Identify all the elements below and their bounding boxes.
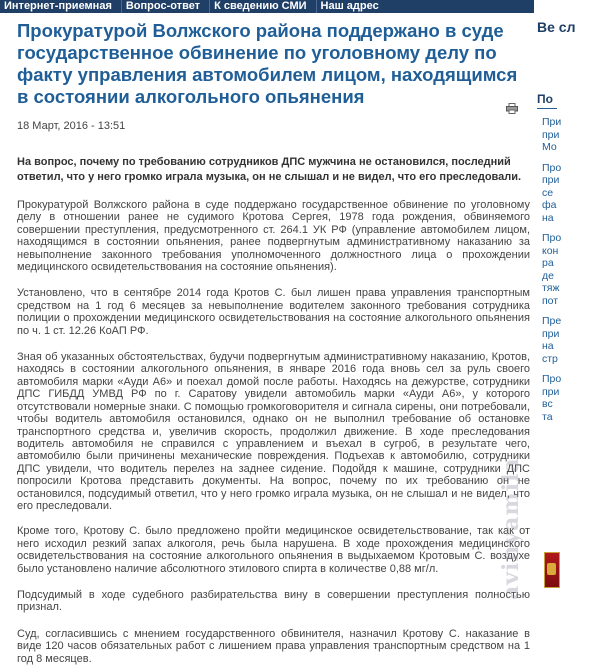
article-paragraph: Кроме того, Кротову С. было предложено пройти медицинское освидетельствование, так как от него исходил резкий запах алкоголя, речь была нарушена. В ходе прохождения медицинского освидетельствования на состояние алкогольного опьянения в выдыхаемом Кротовым С. воздухе было установлено наличие абсолютного этилового спирта в количестве 0,88 мг/л.: [17, 525, 530, 575]
sidebar-news-line[interactable]: При: [542, 116, 562, 128]
sidebar-news-line[interactable]: Пре: [542, 315, 562, 327]
sidebar-news-line[interactable]: Про: [542, 373, 562, 385]
sidebar-header: Ве сл: [537, 19, 576, 35]
article-title: Прокуратурой Волжского района поддержано в суде государственное обвинение по уголовному делу по факту управления автомобилем лицом, находящимся в состоянии алкогольного опьянения: [17, 20, 518, 107]
top-nav: [0, 0, 534, 13]
sidebar-news-line[interactable]: пот: [542, 294, 559, 307]
article-paragraph: Подсудимый в ходе судебного разбирательства вину в совершении преступления полностью признал.: [17, 588, 530, 614]
article: [10, 20, 530, 665]
sidebar-news-line[interactable]: Мо: [542, 141, 557, 153]
sidebar-news-line[interactable]: ра: [542, 257, 554, 269]
sidebar-news-line[interactable]: при: [542, 128, 560, 141]
sidebar-news-line[interactable]: Про: [542, 161, 562, 174]
sidebar-news-line[interactable]: вс: [542, 398, 553, 410]
sidebar-news-item[interactable]: [542, 373, 602, 423]
nav-question-answer[interactable]: Вопрос-ответ: [122, 0, 210, 13]
nav-our-address[interactable]: Наш адрес: [320, 0, 379, 12]
sidebar-section-title: По: [537, 92, 553, 106]
sidebar-news-line[interactable]: фа: [542, 199, 557, 211]
sidebar-news-line[interactable]: де: [542, 269, 554, 282]
emblem-banner[interactable]: [544, 552, 560, 588]
sidebar-news-item[interactable]: [542, 232, 602, 307]
article-paragraph: Суд, согласившись с мнением государственного обвинителя, назначил Кротову С. наказание в виде 120 часов обязательных работ с лишением права управления транспортным средством на 1 год 8 месяцев.: [17, 627, 530, 665]
sidebar-news-item[interactable]: [542, 162, 602, 225]
sidebar-divider: [537, 108, 557, 109]
article-paragraph: Зная об указанных обстоятельствах, будучи подвергнутым административному наказанию, Кротов, находясь в состоянии алкогольного опьянения, в январе 2016 года вновь сел за руль своего автомобиля марки «Ауди А6» и поехал домой после работы. Находясь на дежурстве, сотрудники ДПС ГИБДД УМВД РФ по г. Саратову увидели автомобиль марки «Ауди А6», у которого отсутствовали номерные знаки. С помощью громкоговорителя и сигнала сирены, они потребовали, чтобы водитель автомобиля остановился, однако он не выполнил требование об остановке транспортного средства и, увеличив скорость, продолжил движение. В ходе преследования водитель автомобиля не справился с управлением и въехал в сугроб, в результате чего, автомобилю были причинены механические повреждения. Подъехав к автомобилю, сотрудники ДПС увидели, что водитель перелез на заднее сидение. Подойдя к машине, сотрудники ДПС попросили Кротова представить документы. На вопрос, почему по их требованию он не остановился, подсудимый ответил, что у него громко играла музыка, он не слышал и не видел, что его преследовали.: [17, 351, 530, 512]
watermark: avinyamila: [498, 457, 524, 600]
article-date: 18 Март, 2016 - 13:51: [17, 120, 126, 132]
sidebar-news-line[interactable]: стр: [542, 352, 558, 365]
sidebar-news-line[interactable]: та: [542, 410, 553, 423]
sidebar-news-line[interactable]: Про: [542, 232, 562, 244]
sidebar-news-line[interactable]: тяж: [542, 282, 560, 294]
sidebar-news-line[interactable]: при: [542, 174, 560, 186]
sidebar-news-line[interactable]: кон: [542, 244, 559, 257]
nav-internet-reception[interactable]: Интернет-приемная: [0, 0, 122, 13]
sidebar-news-item[interactable]: [542, 116, 602, 154]
sidebar-news-line[interactable]: при: [542, 385, 560, 398]
article-lead: На вопрос, почему по требованию сотрудников ДПС мужчина не остановился, последний ответил, что у него громко играла музыка, он не слышал и не видел, что его преследовали.: [17, 156, 522, 183]
sidebar-news-list: [542, 116, 602, 431]
right-sidebar: [534, 0, 576, 600]
sidebar-news-item[interactable]: [542, 315, 602, 365]
sidebar-news-line[interactable]: на: [542, 211, 554, 224]
nav-for-media[interactable]: К сведению СМИ: [210, 0, 316, 13]
sidebar-news-line[interactable]: на: [542, 340, 554, 352]
print-icon[interactable]: [506, 103, 518, 114]
coat-of-arms-icon: [547, 563, 556, 575]
article-paragraph: Прокуратурой Волжского района в суде поддержано государственное обвинение по уголовному делу в отношении ранее не судимого Кротова Сергея, 1978 года рождения, обвиняемого совершении преступления, предусмотренного ст. 264.1 УК РФ (управление автомобилем лицом, находящимся в состоянии опьянения, ранее подвергнутым административному наказанию за невыполнение законного требования уполномоченного должностного лица о прохождении медицинского освидетельствования на состояние опьянения).: [17, 199, 530, 274]
sidebar-news-line[interactable]: се: [542, 186, 554, 199]
article-paragraph: Установлено, что в сентябре 2014 года Кротов С. был лишен права управления транспортным средством на 1 год 6 месяцев за невыполнение водителем законного требования сотрудника полиции о прохождении медицинского освидетельствования на состояние алкогольного опьянения по ч. 1 ст. 12.26 КоАП РФ.: [17, 287, 530, 337]
sidebar-news-line[interactable]: при: [542, 327, 560, 340]
